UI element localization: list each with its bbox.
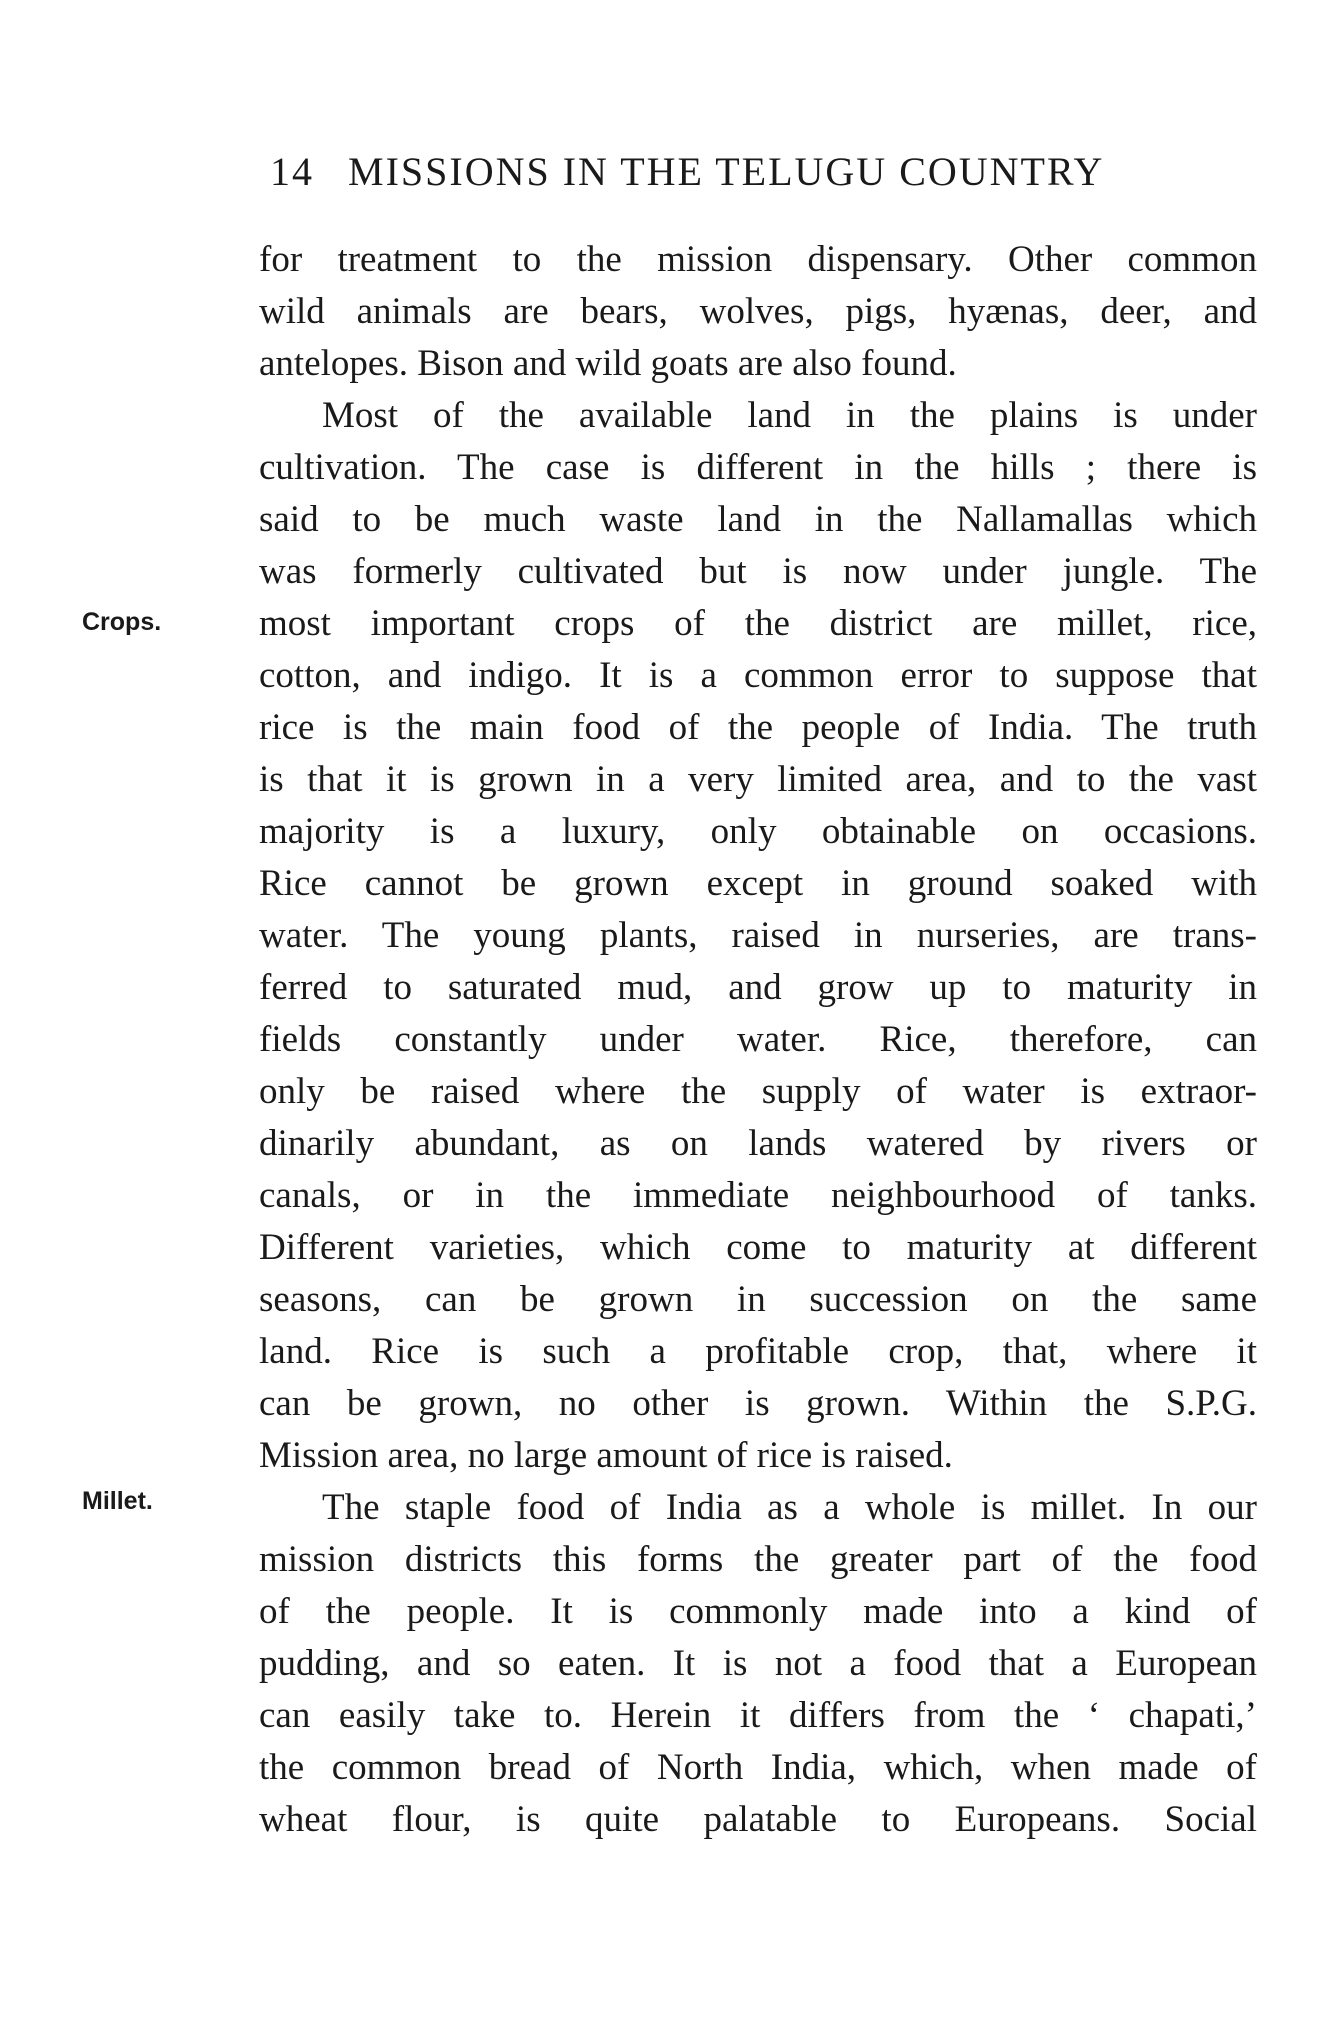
text-line: mission districts this forms the greater part of the food bbox=[259, 1539, 1257, 1580]
text-line: fields constantly under water. Rice, therefore, can bbox=[259, 1019, 1257, 1060]
text-line: canals, or in the immediate neighbourhood of tanks. bbox=[259, 1175, 1257, 1216]
text-line: only be raised where the supply of water is extraor- bbox=[259, 1071, 1257, 1112]
text-line: dinarily abundant, as on lands watered by rivers or bbox=[259, 1123, 1257, 1164]
text-line: wheat flour, is quite palatable to Europeans. Social bbox=[259, 1799, 1257, 1840]
running-header bbox=[270, 148, 1104, 195]
running-title: MISSIONS IN THE TELUGU COUNTRY bbox=[348, 149, 1105, 194]
text-line: Rice cannot be grown except in ground soaked with bbox=[259, 863, 1257, 904]
text-line: majority is a luxury, only obtainable on occasions. bbox=[259, 811, 1257, 852]
text-line: rice is the main food of the people of India. The truth bbox=[259, 707, 1257, 748]
text-line: most important crops of the district are millet, rice, bbox=[259, 603, 1257, 644]
text-line: can easily take to. Herein it differs from the ‘ chapati,’ bbox=[259, 1695, 1257, 1736]
text-line: Most of the available land in the plains is under bbox=[322, 395, 1257, 436]
text-line: is that it is grown in a very limited area, and to the vast bbox=[259, 759, 1257, 800]
text-line: for treatment to the mission dispensary. Other common bbox=[259, 239, 1257, 280]
margin-note-crops: Crops. bbox=[82, 608, 162, 636]
margin-note-millet: Millet. bbox=[82, 1487, 153, 1515]
text-line: water. The young plants, raised in nurseries, are trans- bbox=[259, 915, 1257, 956]
text-line: The staple food of India as a whole is millet. In our bbox=[322, 1487, 1257, 1528]
text-line: Mission area, no large amount of rice is raised. bbox=[259, 1435, 953, 1476]
text-line: was formerly cultivated but is now under jungle. The bbox=[259, 551, 1257, 592]
text-line: Different varieties, which come to maturity at different bbox=[259, 1227, 1257, 1268]
text-line: of the people. It is commonly made into a kind of bbox=[259, 1591, 1257, 1632]
text-line: seasons, can be grown in succession on the same bbox=[259, 1279, 1257, 1320]
text-line: wild animals are bears, wolves, pigs, hyænas, deer, and bbox=[259, 291, 1257, 332]
text-line: said to be much waste land in the Nallamallas which bbox=[259, 499, 1257, 540]
text-line: can be grown, no other is grown. Within the S.P.G. bbox=[259, 1383, 1257, 1424]
text-line: antelopes. Bison and wild goats are also found. bbox=[259, 343, 957, 384]
page-number: 14 bbox=[270, 149, 314, 194]
text-line: ferred to saturated mud, and grow up to maturity in bbox=[259, 967, 1257, 1008]
text-line: the common bread of North India, which, when made of bbox=[259, 1747, 1257, 1788]
text-line: cotton, and indigo. It is a common error to suppose that bbox=[259, 655, 1257, 696]
text-line: pudding, and so eaten. It is not a food that a European bbox=[259, 1643, 1257, 1684]
text-line: cultivation. The case is different in the hills ; there is bbox=[259, 447, 1257, 488]
text-line: land. Rice is such a profitable crop, that, where it bbox=[259, 1331, 1257, 1372]
